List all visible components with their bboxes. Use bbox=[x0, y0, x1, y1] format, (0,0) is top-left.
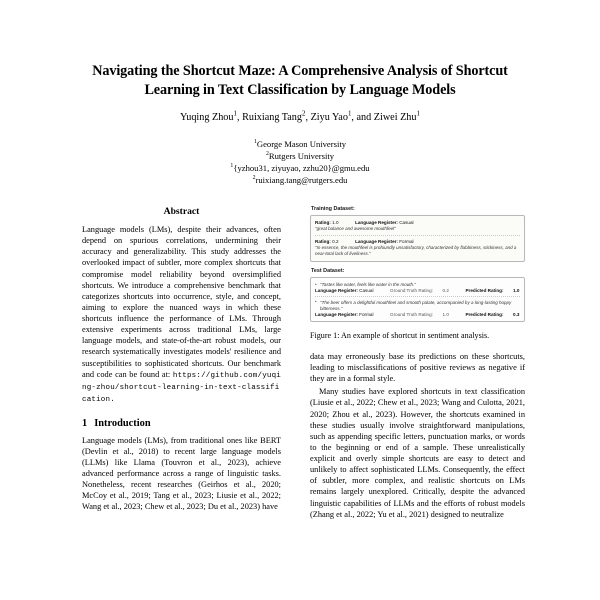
figure-caption: Figure 1: An example of shortcut in sentiment analysis. bbox=[310, 331, 490, 341]
affiliation-mark: 2 bbox=[265, 151, 269, 158]
predicted-rating-value: 1.0 bbox=[513, 288, 520, 294]
figure-1 bbox=[310, 206, 525, 342]
ground-truth-value: 1.0 bbox=[442, 311, 449, 317]
abstract-text bbox=[82, 224, 281, 405]
affiliation-text: Rutgers University bbox=[268, 150, 335, 161]
test-row bbox=[315, 296, 520, 318]
training-row-quote: "great balance and awesome mouthfeel" bbox=[315, 226, 396, 231]
affiliation-email bbox=[74, 174, 526, 186]
body-columns bbox=[74, 206, 526, 600]
register-value: Casual bbox=[399, 220, 414, 225]
register-key: Language Register: bbox=[355, 220, 398, 225]
affiliation-email bbox=[74, 162, 526, 174]
training-dataset-box bbox=[310, 215, 525, 263]
rating-key: Rating: bbox=[315, 238, 331, 244]
affiliation-email-text: {yzhou31, ziyuyao, zzhu20}@gmu.edu bbox=[233, 163, 370, 174]
introduction-paragraph-1: Language models (LMs), from traditional ones like BERT (Devlin et al., 2018) to recent large language models (LLMs) like Llama (Touvron et al., 2023), achieve advanced performance across a range of linguistic tasks. Nonetheless, recent researches (Geirhos et al., 2020; McCoy et al., 2019; Tang et al., 2023; Liusie et al., 2022; Wang et al., 2023; Chew et al., 2023; Du et al., 2023) have bbox=[82, 435, 281, 512]
register-value: Formal bbox=[359, 311, 374, 317]
section-heading-introduction bbox=[82, 418, 281, 429]
test-dataset-label: Test Dataset: bbox=[311, 268, 345, 275]
abstract-url[interactable]: https://github.com/yuqing-zhou/shortcut-learning-in-text-classification. bbox=[82, 371, 281, 404]
training-row bbox=[315, 235, 520, 258]
title-line-2: Learning in Text Classification by Language Models bbox=[144, 81, 456, 98]
predicted-rating-value: 0.3 bbox=[513, 311, 520, 317]
test-row-meta bbox=[315, 312, 520, 317]
section-number: 1 bbox=[82, 417, 88, 429]
right-column-paragraph-continued: data may erroneously base its predictions on these shortcuts, leading to misclassifications of positive reviews as negative if they are in a formal style. bbox=[310, 351, 525, 384]
title-line-1: Navigating the Shortcut Maze: A Comprehensive Analysis of Shortcut bbox=[92, 63, 508, 79]
rating-key: Rating: bbox=[315, 220, 331, 225]
ground-truth-value: 0.2 bbox=[442, 288, 449, 294]
affiliation-item bbox=[74, 138, 526, 150]
training-row bbox=[315, 219, 520, 234]
test-row bbox=[315, 281, 520, 295]
ground-truth-label: Ground Truth Rating: bbox=[390, 288, 433, 294]
author-name-3: Ziyu Yao bbox=[310, 112, 348, 124]
register-key: Language Register: bbox=[355, 238, 398, 244]
author-mark-2: 2 bbox=[302, 111, 306, 119]
affiliation-mark: 1 bbox=[253, 138, 257, 145]
abstract-heading: Abstract bbox=[163, 206, 200, 217]
predicted-rating-label: Predicted Rating: bbox=[465, 311, 504, 317]
ground-truth-label: Ground Truth Rating: bbox=[390, 311, 433, 317]
predicted-rating-label: Predicted Rating: bbox=[465, 288, 504, 294]
affiliation-mark: 2 bbox=[252, 175, 256, 182]
rating-value: 0.2 bbox=[332, 238, 339, 244]
register-value: Formal bbox=[399, 238, 414, 244]
author-name-4: Ziwei Zhu bbox=[373, 112, 417, 124]
test-dataset-box bbox=[310, 277, 525, 323]
affiliation-mark: 1 bbox=[230, 163, 234, 170]
test-row-meta bbox=[315, 288, 520, 293]
right-column-paragraph-2: Many studies have explored shortcuts in text classification (Liusie et al., 2022; Chew et al., 2023; Wang and Culotta, 2021, 2020; Zhou et al., 2023). However, the shortcuts examined in these studies usually involve straightforward manipulations, such as appending specific letters, punctuation marks, or words to the beginning or end of a sample. These unrealistically explicit and overly simple shortcuts are easy to detect and unlikely to affect sophisticated LLMs. Consequently, the effect of subtler, more complex, and realistic shortcuts on LMs remains largely unexplored. Critically, despite the advanced linguistic capabilities of LLMs and the efforts of robust models (Zhang et al., 2022; Yu et al., 2021) designed to neutralize bbox=[310, 387, 525, 519]
page-title bbox=[74, 62, 526, 99]
test-row-quote: • "Tastes like water, feels like water in the mouth." bbox=[315, 282, 520, 288]
training-row-meta bbox=[315, 239, 520, 244]
abstract-body: Language models (LMs), despite their advances, often depend on spurious correlations, undermining their accuracy and generalizability. This study addresses the overlooked impact of subtler, more complex shortcuts that compromise model reliability beyond oversimplified shortcuts. We introduce a comprehensive benchmark that categorizes shortcuts into occurrence, style, and concept, aiming to explore the nuanced ways in which these shortcuts influence the performance of LMs. Through extensive experiments across traditional LMs, large language models, and state-of-the-art robust models, our research systematically investigates models' resilience and susceptibilities to sophisticated shortcuts. Our benchmark and code can be found at: bbox=[82, 225, 281, 379]
author-mark-3: 1 bbox=[347, 111, 352, 119]
section-title: Introduction bbox=[94, 417, 151, 429]
register-key: Language Register: bbox=[315, 311, 358, 317]
affiliation-email-text: ruixiang.tang@rutgers.edu bbox=[255, 175, 348, 186]
affiliation-text: George Mason University bbox=[256, 138, 347, 149]
right-column bbox=[310, 206, 525, 600]
affiliation-item bbox=[74, 150, 526, 162]
training-row-meta bbox=[315, 220, 520, 225]
register-key: Language Register: bbox=[315, 288, 358, 294]
author-mark-1: 1 bbox=[233, 111, 237, 119]
test-row-quote: • "The beer offers a delightful mouthfeel and smooth palate, accompanied by a long-lasting hoppy bitterness." bbox=[315, 300, 520, 312]
author-name-2: Ruixiang Tang bbox=[242, 112, 302, 124]
author-mark-4: 1 bbox=[416, 111, 420, 119]
training-dataset-label: Training Dataset: bbox=[311, 206, 355, 212]
training-row-quote: "In essence, the mouthfeel is profoundly unsatisfactory, characterized by flabbiness, stickiness, and a near-total lack of liveliness." bbox=[315, 244, 517, 256]
affiliation-block bbox=[74, 138, 526, 187]
left-column bbox=[74, 206, 289, 600]
register-value: Casual bbox=[359, 288, 374, 294]
rating-value: 1.0 bbox=[332, 220, 339, 225]
author-list: Yuqing Zhou$^1$, Ruixiang Tang$^2$, Ziyu Yao$^1$, and Ziwei Zhu$^1$ bbox=[180, 111, 420, 124]
author-name-1: Yuqing Zhou bbox=[180, 112, 234, 124]
